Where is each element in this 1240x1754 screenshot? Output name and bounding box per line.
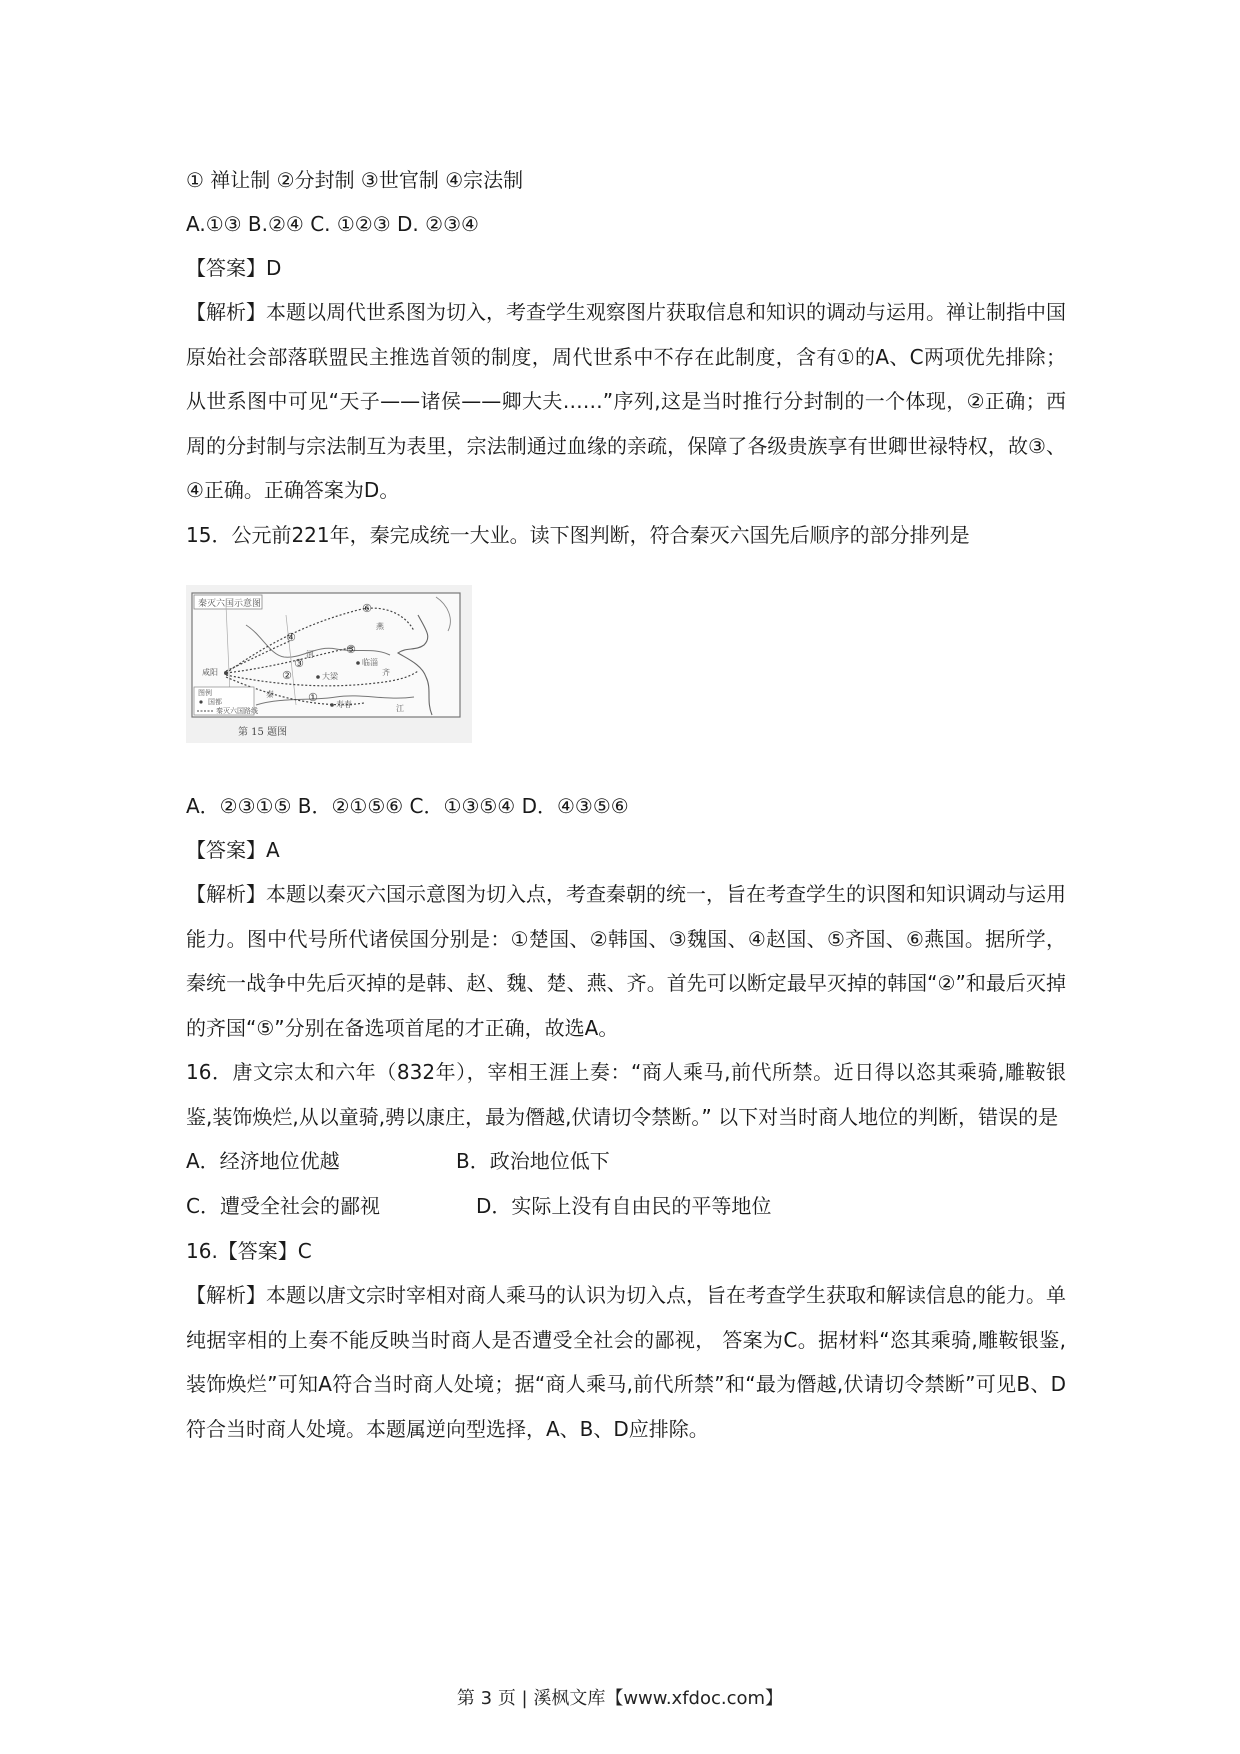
- map-label-linzi: 临淄: [362, 658, 378, 667]
- q15-choices: A．②③①⑤ B．②①⑤⑥ C．①③⑤④ D．④③⑤⑥: [186, 794, 629, 818]
- q15-question: 15．公元前221年，秦完成统一大业。读下图判断，符合秦灭六国先后顺序的部分排列是: [186, 522, 970, 547]
- q16-question: 16．唐文宗太和六年（832年），宰相王涯上奏：“商人乘马,前代所禁。近日得以恣其乘骑,雕鞍银鉴,装饰焕烂,从以童骑,骋以康庄，最为僭越,伏请切令禁断。” 以下对当时商人地位的判断，错误的是: [186, 1060, 1066, 1129]
- q16-options-row-1: [186, 1139, 1066, 1184]
- map-number-5: ⑤: [346, 643, 356, 656]
- map-number-4: ④: [286, 631, 296, 644]
- q16-option-b: B．政治地位低下: [456, 1149, 610, 1173]
- map-label-xianyang: 咸阳: [202, 668, 218, 677]
- map-label-shouchun: 寿春: [336, 700, 352, 709]
- map-label-daliang: 大梁: [322, 672, 338, 681]
- q16-option-a: A．经济地位优越: [186, 1149, 340, 1173]
- map-number-1: ①: [308, 691, 318, 704]
- map-label-qin: 秦: [266, 690, 274, 699]
- map-number-6: ⑥: [362, 602, 372, 615]
- map-label-he: 河: [306, 650, 314, 659]
- q15-answer: 【答案】A: [186, 838, 280, 862]
- map-legend-route: 秦灭六国路线: [216, 707, 258, 715]
- q14-answer: 【答案】D: [186, 256, 282, 280]
- q14-options: ① 禅让制 ②分封制 ③世官制 ④宗法制: [186, 168, 524, 192]
- q15-analysis: 【解析】本题以秦灭六国示意图为切入点，考查秦朝的统一，旨在考查学生的识图和知识调动与运用能力。图中代号所代诸侯国分别是：①楚国、②韩国、③魏国、④赵国、⑤齐国、⑥燕国。据所学，秦统一战争中先后灭掉的是韩、赵、魏、楚、燕、齐。首先可以断定最早灭掉的韩国“②”和最后灭掉的齐国“⑤”分别在备选项首尾的才正确，故选A。: [186, 882, 1066, 1040]
- q16-options-row-2: [186, 1184, 1066, 1229]
- map-label-qi: 齐: [382, 668, 390, 677]
- page-content-lower: [186, 784, 1066, 1451]
- q16-option-c: C．遭受全社会的鄙视: [186, 1194, 380, 1218]
- page-footer: 第 3 页 | 溪枫文库【www.xfdoc.com】: [456, 1688, 784, 1709]
- map-number-3: ③: [294, 657, 304, 670]
- q16-option-d: D．实际上没有自由民的平等地位: [476, 1194, 772, 1218]
- map-number-2: ②: [282, 669, 292, 682]
- map-label-yan: 燕: [376, 622, 384, 631]
- qin-conquest-map: [186, 585, 472, 743]
- map-image: [186, 585, 472, 743]
- page-content: [186, 158, 1066, 557]
- q16-answer: 16.【答案】C: [186, 1239, 312, 1263]
- q14-choices: A.①③ B.②④ C. ①②③ D. ②③④: [186, 212, 479, 236]
- q16-analysis: 【解析】本题以唐文宗时宰相对商人乘马的认识为切入点，旨在考查学生获取和解读信息的能力。单纯据宰相的上奏不能反映当时商人是否遭受全社会的鄙视， 答案为C。据材料“恣其乘骑,雕鞍银鉴,装饰焕烂”可知A符合当时商人处境；据“商人乘马,前代所禁”和“最为僭越,伏请切令禁断”可见B、D符合当时商人处境。本题属逆向型选择，A、B、D应排除。: [186, 1283, 1066, 1441]
- map-legend-capital: 国都: [208, 698, 222, 706]
- q14-analysis: 【解析】本题以周代世系图为切入，考查学生观察图片获取信息和知识的调动与运用。禅让制指中国原始社会部落联盟民主推选首领的制度，周代世系中不存在此制度，含有①的A、C两项优先排除；从世系图中可见“天子——诸侯——卿大夫……”序列,这是当时推行分封制的一个体现，②正确；西周的分封制与宗法制互为表里，宗法制通过血缘的亲疏，保障了各级贵族享有世卿世禄特权，故③、④正确。正确答案为D。: [186, 300, 1066, 502]
- map-label-jiang: 江: [396, 704, 404, 713]
- map-legend-title: 图例: [198, 689, 212, 697]
- map-caption: 第 15 题图: [238, 727, 288, 738]
- map-title: 秦灭六国示意图: [198, 599, 262, 609]
